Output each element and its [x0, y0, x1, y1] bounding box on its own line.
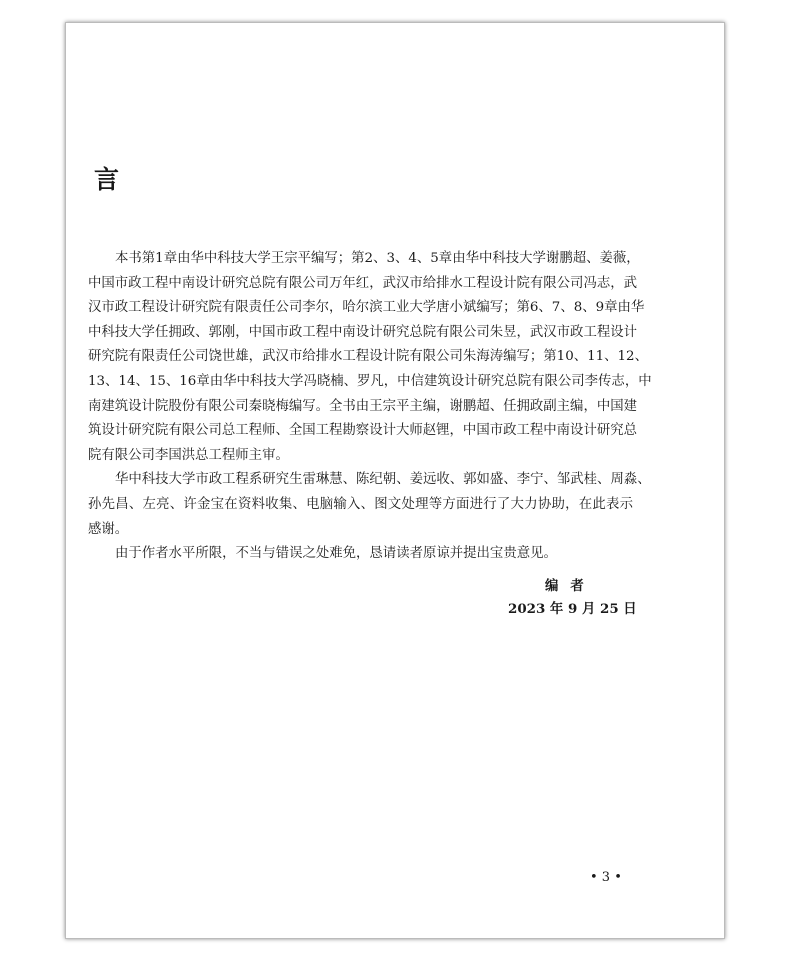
text-line: 华中科技大学市政工程系研究生雷琳慧、陈纪朝、姜远收、郭如盛、李宁、邹武桂、周淼、	[115, 472, 651, 488]
text-line: 筑设计研究院有限公司总工程师、全国工程勘察设计大师赵锂，中国市政工程中南设计研究总	[88, 423, 638, 439]
text-line: 中国市政工程中南设计研究总院有限公司万年红，武汉市给排水工程设计院有限公司冯志，武	[88, 275, 638, 291]
paragraph-authors	[88, 247, 652, 468]
signature-date: 2023 年 9 月 25 日	[508, 601, 637, 617]
paragraph-closing	[88, 542, 633, 567]
section-title: 言	[94, 165, 120, 194]
text-line: 中科技大学任拥政、郭刚，中国市政工程中南设计研究总院有限公司朱昱，武汉市政工程设计	[88, 324, 638, 340]
text-line: 研究院有限责任公司饶世雄，武汉市给排水工程设计院有限公司朱海涛编写；第10、11、12、	[88, 349, 648, 365]
text-line: 孙先昌、左亮、许金宝在资料收集、电脑输入、图文处理等方面进行了大力协助，在此表示	[88, 496, 633, 512]
text-line: 本书第1章由华中科技大学王宗平编写；第2、3、4、5章由华中科技大学谢鹏超、姜薇，	[115, 251, 640, 266]
signature: 编者	[545, 578, 596, 594]
preface-body	[88, 247, 652, 567]
text-line: 由于作者水平所限，不当与错误之处难免，恳请读者原谅并提出宝贵意见。	[115, 546, 557, 562]
text-line: 院有限公司李国洪总工程师主审。	[88, 447, 289, 463]
paragraph-acknowledgements	[88, 468, 651, 542]
text-line: 南建筑设计院股份有限公司秦晓梅编写。全书由王宗平主编，谢鹏超、任拥政副主编，中国建	[88, 398, 638, 414]
page-number: • 3 •	[590, 870, 622, 885]
text-line: 13、14、15、16章由华中科技大学冯晓楠、罗凡，中信建筑设计研究总院有限公司李传志，中	[88, 373, 652, 389]
text-line: 汉市政工程设计研究院有限责任公司李尔，哈尔滨工业大学唐小斌编写；第6、7、8、9章由华	[88, 300, 645, 316]
text-line: 感谢。	[88, 521, 129, 537]
